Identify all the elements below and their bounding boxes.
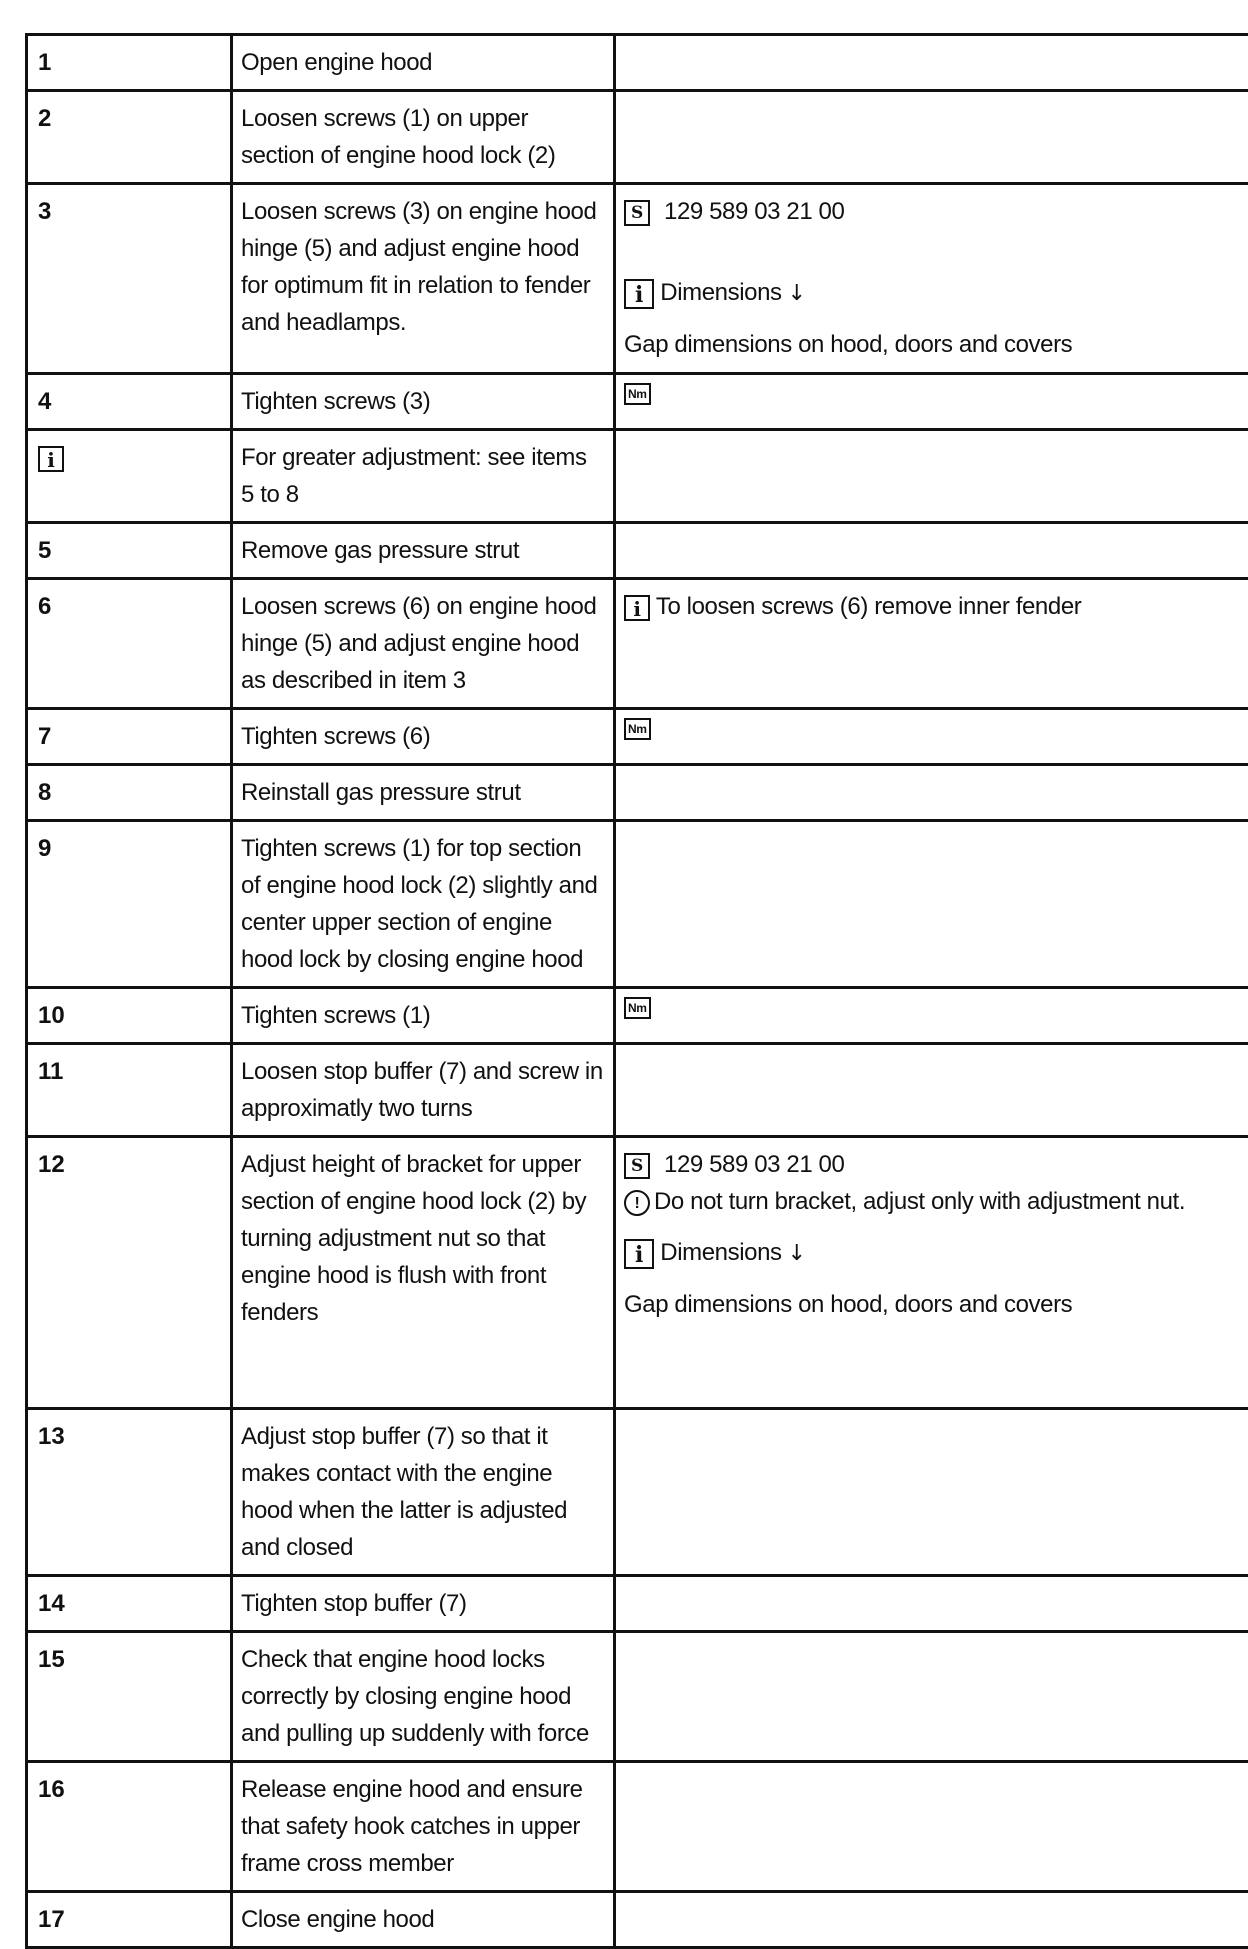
- step-note: [615, 579, 1248, 709]
- table-row: [27, 988, 1248, 1044]
- step-number: 15: [27, 1632, 232, 1762]
- step-note: [615, 1892, 1248, 1948]
- step-number: 9: [27, 821, 232, 988]
- procedure-table: [25, 33, 1248, 1949]
- torque-nm-icon[interactable]: Nm: [624, 383, 651, 405]
- step-action: Reinstall gas pressure strut: [232, 765, 615, 821]
- step-note: [615, 821, 1248, 988]
- step-note: [615, 1044, 1248, 1137]
- step-action: Open engine hood: [232, 35, 615, 91]
- step-action: Close engine hood: [232, 1892, 615, 1948]
- step-action: Adjust height of bracket for upper section of engine hood lock (2) by turning adjustment nut so that engine hood is flush with front fenders: [232, 1137, 615, 1409]
- info-icon: i: [624, 595, 650, 621]
- step-number: 3: [27, 184, 232, 374]
- step-action: Tighten screws (1): [232, 988, 615, 1044]
- info-icon: i: [624, 1239, 654, 1269]
- table-row: [27, 374, 1248, 430]
- step-action: Release engine hood and ensure that safety hook catches in upper frame cross member: [232, 1762, 615, 1892]
- step-note: [615, 765, 1248, 821]
- dimensions-line: [624, 274, 1242, 312]
- step-action: Loosen screws (6) on engine hood hinge (5) and adjust engine hood as described in item 3: [232, 579, 615, 709]
- step-number: 6: [27, 579, 232, 709]
- info-icon: i: [38, 446, 64, 472]
- step-action: Tighten screws (3): [232, 374, 615, 430]
- table-row: [27, 523, 1248, 579]
- step-action: Tighten stop buffer (7): [232, 1576, 615, 1632]
- tool-line: [624, 193, 1242, 230]
- step-action: For greater adjustment: see items 5 to 8: [232, 430, 615, 523]
- step-note: [615, 988, 1248, 1044]
- table-row: [27, 579, 1248, 709]
- step-number: 7: [27, 709, 232, 765]
- step-number: 8: [27, 765, 232, 821]
- info-icon: i: [624, 279, 654, 309]
- special-tool-icon: S: [624, 200, 650, 226]
- table-row: [27, 184, 1248, 374]
- tool-number: 129 589 03 21 00: [664, 1151, 844, 1178]
- step-number: [27, 430, 232, 523]
- step-number: 17: [27, 1892, 232, 1948]
- warning-text: Do not turn bracket, adjust only with adjustment nut.: [654, 1188, 1185, 1215]
- step-note: [615, 709, 1248, 765]
- step-number: 5: [27, 523, 232, 579]
- warning-icon: !: [624, 1190, 650, 1216]
- warning-line: [624, 1183, 1242, 1220]
- step-number: 16: [27, 1762, 232, 1892]
- step-action: Loosen screws (1) on upper section of engine hood lock (2): [232, 91, 615, 184]
- step-note: [615, 1632, 1248, 1762]
- table-row: [27, 1892, 1248, 1948]
- torque-nm-icon[interactable]: Nm: [624, 718, 651, 740]
- step-number: 12: [27, 1137, 232, 1409]
- table-row: [27, 430, 1248, 523]
- step-note: [615, 1762, 1248, 1892]
- step-note: [615, 1137, 1248, 1409]
- table-row: [27, 821, 1248, 988]
- table-row: [27, 91, 1248, 184]
- table-row: [27, 765, 1248, 821]
- table-row: [27, 1044, 1248, 1137]
- step-number: 11: [27, 1044, 232, 1137]
- table-row: [27, 1409, 1248, 1576]
- step-note: [615, 1576, 1248, 1632]
- table-row: [27, 1762, 1248, 1892]
- special-tool-icon: S: [624, 1153, 650, 1179]
- dimensions-link[interactable]: Dimensions: [660, 279, 781, 306]
- table-row: [27, 35, 1248, 91]
- step-number: 10: [27, 988, 232, 1044]
- table-row: [27, 1137, 1248, 1409]
- step-note: [615, 523, 1248, 579]
- step-action: Tighten screws (1) for top section of engine hood lock (2) slightly and center upper section of engine hood lock by closing engine hood: [232, 821, 615, 988]
- step-action: Tighten screws (6): [232, 709, 615, 765]
- step-action: Loosen stop buffer (7) and screw in approximatly two turns: [232, 1044, 615, 1137]
- step-number: 1: [27, 35, 232, 91]
- step-note: [615, 35, 1248, 91]
- step-action: Loosen screws (3) on engine hood hinge (5) and adjust engine hood for optimum fit in relation to fender and headlamps.: [232, 184, 615, 374]
- step-number: 2: [27, 91, 232, 184]
- gap-dimensions-text[interactable]: Gap dimensions on hood, doors and covers: [624, 326, 1242, 363]
- step-note: [615, 1409, 1248, 1576]
- table-row: [27, 1632, 1248, 1762]
- step-action: Remove gas pressure strut: [232, 523, 615, 579]
- table-row: [27, 709, 1248, 765]
- tool-number: 129 589 03 21 00: [664, 198, 844, 225]
- dimensions-link[interactable]: Dimensions: [660, 1239, 781, 1266]
- arrow-down-icon: ↓: [788, 1241, 806, 1266]
- step-action: Adjust stop buffer (7) so that it makes contact with the engine hood when the latter is adjusted and closed: [232, 1409, 615, 1576]
- arrow-down-icon: ↓: [788, 281, 806, 306]
- step-note: [615, 91, 1248, 184]
- step-action: Check that engine hood locks correctly by closing engine hood and pulling up suddenly with force: [232, 1632, 615, 1762]
- step-number: 13: [27, 1409, 232, 1576]
- step-note: [615, 374, 1248, 430]
- torque-nm-icon[interactable]: Nm: [624, 997, 651, 1019]
- tool-line: [624, 1146, 1242, 1183]
- step-number: 14: [27, 1576, 232, 1632]
- step-number: 4: [27, 374, 232, 430]
- step-note: [615, 430, 1248, 523]
- dimensions-line: [624, 1234, 1242, 1272]
- table-row: [27, 1576, 1248, 1632]
- note-text: To loosen screws (6) remove inner fender: [656, 593, 1082, 620]
- gap-dimensions-text[interactable]: Gap dimensions on hood, doors and covers: [624, 1286, 1242, 1323]
- step-note: [615, 184, 1248, 374]
